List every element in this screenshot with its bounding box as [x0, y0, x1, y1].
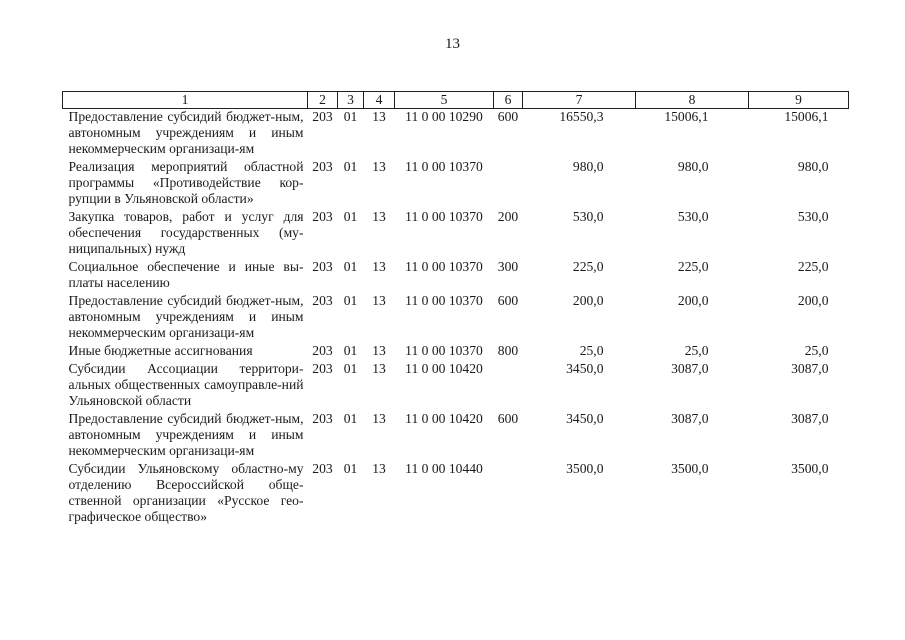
cell-code-4: 13 [372, 109, 386, 124]
table-body [63, 109, 849, 528]
column-header-4: 4 [364, 92, 395, 109]
row-name: Предоставление субсидий бюджет-ным, автономным учреждениям и иным некоммерческим организаци-ям [68, 411, 304, 458]
cell-amount-9: 3087,0 [791, 411, 829, 426]
header-row [63, 92, 849, 109]
cell-amount-8: 225,0 [677, 259, 709, 274]
cell-code-5: 11 0 00 10290 [405, 109, 483, 124]
cell-code-6: 200 [497, 209, 519, 224]
page-number: 13 [445, 36, 460, 52]
cell-amount-8: 25,0 [684, 343, 709, 358]
table-row [63, 293, 849, 343]
cell-code-5: 11 0 00 10420 [405, 361, 483, 376]
column-header-6: 6 [494, 92, 523, 109]
cell-code-5: 11 0 00 10370 [405, 343, 483, 358]
cell-code-5: 11 0 00 10420 [405, 411, 483, 426]
cell-code-2: 203 [312, 343, 333, 358]
cell-code-4: 13 [372, 461, 386, 476]
cell-code-5: 11 0 00 10370 [405, 259, 483, 274]
cell-code-5: 11 0 00 10370 [405, 159, 483, 174]
cell-code-4: 13 [372, 293, 386, 308]
cell-code-4: 13 [372, 361, 386, 376]
table-row [63, 259, 849, 293]
cell-code-3: 01 [343, 461, 358, 476]
cell-code-3: 01 [343, 293, 358, 308]
cell-code-3: 01 [343, 361, 358, 376]
cell-code-6: 600 [497, 109, 519, 124]
cell-amount-8: 3087,0 [671, 361, 709, 376]
table-row [63, 361, 849, 411]
cell-code-2: 203 [312, 293, 333, 308]
cell-amount-9: 200,0 [797, 293, 829, 308]
cell-code-3: 01 [343, 109, 358, 124]
cell-code-6: 600 [497, 293, 519, 308]
column-header-3: 3 [338, 92, 364, 109]
cell-code-6 [494, 461, 523, 527]
cell-code-2: 203 [312, 209, 333, 224]
cell-amount-7: 980,0 [572, 159, 604, 174]
cell-code-3: 01 [343, 259, 358, 274]
cell-code-2: 203 [312, 159, 333, 174]
table-row [63, 109, 849, 160]
cell-code-3: 01 [343, 209, 358, 224]
cell-code-6 [494, 159, 523, 209]
cell-code-3: 01 [343, 411, 358, 426]
cell-amount-7: 3450,0 [566, 361, 604, 376]
column-header-9: 9 [749, 92, 849, 109]
column-header-7: 7 [523, 92, 636, 109]
cell-code-5: 11 0 00 10370 [405, 293, 483, 308]
row-name: Предоставление субсидий бюджет-ным, автономным учреждениям и иным некоммерческим организаци-ям [68, 109, 304, 156]
table-row [63, 461, 849, 527]
row-name: Иные бюджетные ассигнования [68, 343, 253, 358]
cell-code-4: 13 [372, 209, 386, 224]
cell-amount-9: 980,0 [797, 159, 829, 174]
cell-code-2: 203 [312, 461, 333, 476]
cell-amount-7: 25,0 [579, 343, 604, 358]
table-row [63, 411, 849, 461]
row-name: Предоставление субсидий бюджет-ным, автономным учреждениям и иным некоммерческим организаци-ям [68, 293, 304, 340]
cell-amount-8: 3500,0 [671, 461, 709, 476]
cell-code-4: 13 [372, 411, 386, 426]
cell-amount-8: 15006,1 [664, 109, 709, 124]
cell-amount-9: 3087,0 [791, 361, 829, 376]
cell-amount-8: 980,0 [677, 159, 709, 174]
row-name: Социальное обеспечение и иные вы-платы населению [68, 259, 304, 290]
cell-code-5: 11 0 00 10440 [405, 461, 483, 476]
cell-code-6: 300 [497, 259, 519, 274]
cell-amount-7: 16550,3 [559, 109, 604, 124]
cell-code-4: 13 [372, 159, 386, 174]
cell-amount-7: 3500,0 [566, 461, 604, 476]
row-name: Субсидии Ульяновскому областно-му отделению Всероссийской обще-ственной организации «Русское гео-графическое общество» [68, 461, 304, 524]
row-name: Закупка товаров, работ и услуг для обеспечения государственных (му-ниципальных) нужд [68, 209, 304, 256]
cell-code-4: 13 [372, 259, 386, 274]
row-name: Реализация мероприятий областной программы «Противодействие кор-рупции в Ульяновской области» [68, 159, 304, 206]
cell-code-2: 203 [312, 109, 333, 124]
cell-amount-9: 25,0 [804, 343, 829, 358]
cell-code-5: 11 0 00 10370 [405, 209, 483, 224]
cell-amount-7: 200,0 [572, 293, 604, 308]
row-name: Субсидии Ассоциации территори-альных общественных самоуправле-ний Ульяновской области [68, 361, 304, 408]
cell-amount-8: 530,0 [677, 209, 709, 224]
cell-code-6: 600 [497, 411, 519, 426]
cell-code-6 [494, 361, 523, 411]
cell-code-2: 203 [312, 411, 333, 426]
table-row [63, 209, 849, 259]
cell-amount-9: 530,0 [797, 209, 829, 224]
table-header [63, 92, 849, 109]
cell-amount-8: 200,0 [677, 293, 709, 308]
cell-code-6: 800 [497, 343, 519, 358]
cell-code-4: 13 [372, 343, 386, 358]
table-row [63, 159, 849, 209]
column-header-8: 8 [636, 92, 749, 109]
cell-amount-9: 15006,1 [784, 109, 829, 124]
column-header-2: 2 [308, 92, 338, 109]
cell-code-2: 203 [312, 259, 333, 274]
column-header-1: 1 [63, 92, 308, 109]
table-row [63, 343, 849, 361]
column-header-5: 5 [395, 92, 494, 109]
cell-amount-9: 225,0 [797, 259, 829, 274]
cell-amount-8: 3087,0 [671, 411, 709, 426]
cell-amount-7: 3450,0 [566, 411, 604, 426]
cell-amount-7: 225,0 [572, 259, 604, 274]
cell-code-3: 01 [343, 343, 358, 358]
cell-amount-9: 3500,0 [791, 461, 829, 476]
cell-amount-7: 530,0 [572, 209, 604, 224]
cell-code-2: 203 [312, 361, 333, 376]
cell-code-3: 01 [343, 159, 358, 174]
budget-table [62, 91, 849, 527]
